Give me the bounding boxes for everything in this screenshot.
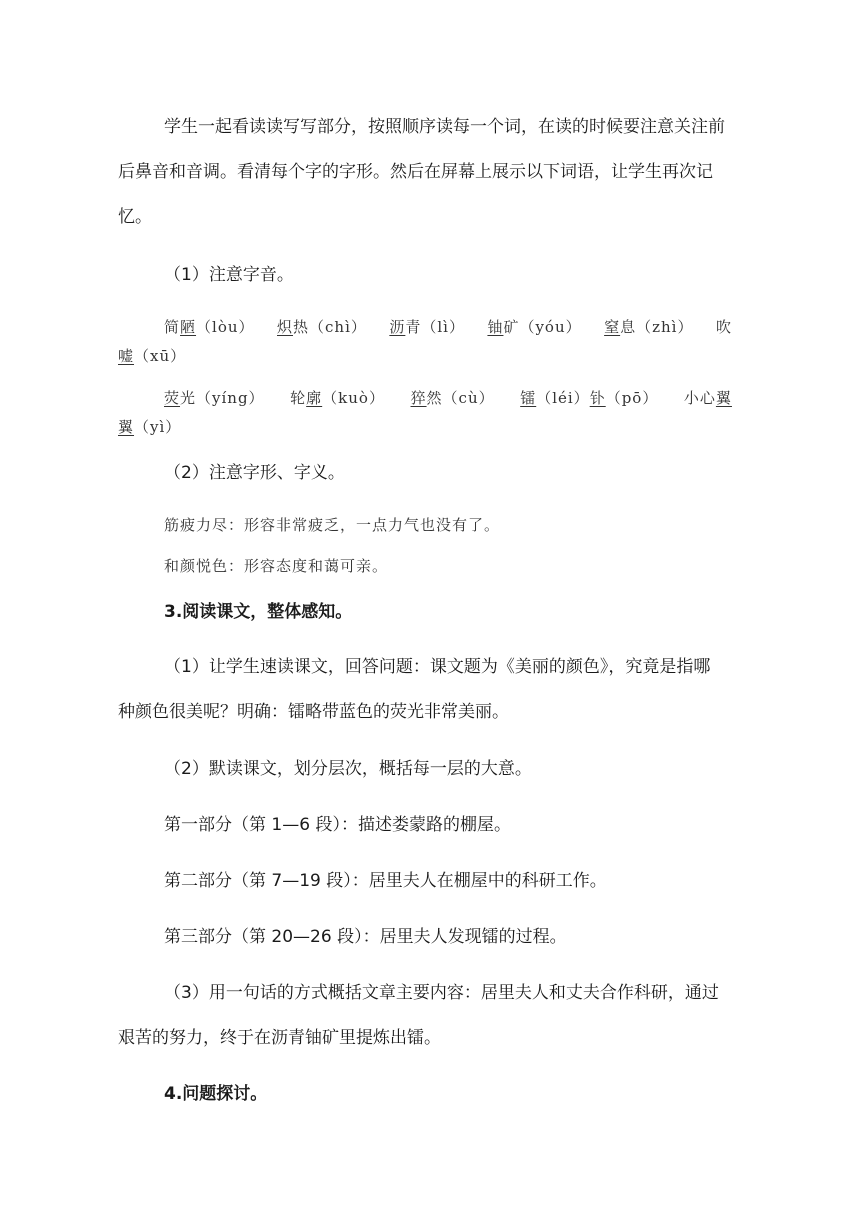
part-2: 第二部分（第 7—19 段）：居里夫人在棚屋中的科研工作。 (164, 871, 607, 891)
part-3: 第三部分（第 20—26 段）：居里夫人发现镭的过程。 (164, 927, 567, 947)
pron-item: 窒息（zhì） (604, 318, 694, 336)
pron-item: 轮廓（kuò） (290, 389, 385, 407)
pron-row-1 (164, 315, 732, 339)
pron-item: 沥青（lì） (389, 318, 465, 336)
question-3-line-2: 艰苦的努力，终于在沥青铀矿里提炼出镭。 (118, 1028, 441, 1048)
pron-row-1-cont: 嘘（xū） (118, 347, 187, 365)
pron-item: 小心翼 (683, 389, 732, 407)
pron-item: 炽热（chì） (277, 318, 367, 336)
question-3-line-1: （3）用一句话的方式概括文章主要内容：居里夫人和丈夫合作科研，通过 (164, 983, 719, 1003)
pron-item: 简陋（lòu） (164, 318, 255, 336)
pron-item: 吹 (715, 318, 732, 336)
pron-item: 铀矿（yóu） (487, 318, 582, 336)
definition-1: 筋疲力尽：形容非常疲乏，一点力气也没有了。 (164, 516, 501, 534)
part-1: 第一部分（第 1—6 段）：描述娄蒙路的棚屋。 (164, 815, 511, 835)
pron-item: 镭（léi）钋（pō） (520, 389, 659, 407)
definition-2: 和颜悦色：形容态度和蔼可亲。 (164, 557, 389, 575)
pron-item: 荧光（yíng） (164, 389, 265, 407)
section-4-heading: 4.问题探讨。 (164, 1084, 268, 1104)
section-3-heading: 3.阅读课文，整体感知。 (164, 602, 353, 622)
pron-row-2 (164, 386, 732, 410)
heading-pronunciation: （1）注意字音。 (164, 265, 294, 285)
heading-shape-meaning: （2）注意字形、字义。 (164, 463, 345, 483)
question-1-line-1: （1）让学生速读课文，回答问题：课文题为《美丽的颜色》，究竟是指哪 (164, 657, 711, 677)
pron-row-2-cont: 翼（yì） (118, 418, 182, 436)
question-2: （2）默读课文，划分层次，概括每一层的大意。 (164, 759, 532, 779)
intro-line-3: 忆。 (118, 207, 152, 227)
intro-line-1: 学生一起看读读写写部分，按照顺序读每一个词，在读的时候要注意关注前 (164, 117, 725, 137)
intro-line-2: 后鼻音和音调。看清每个字的字形。然后在屏幕上展示以下词语，让学生再次记 (118, 162, 713, 182)
pron-item: 猝然（cù） (410, 389, 495, 407)
question-1-line-2: 种颜色很美呢？明确：镭略带蓝色的荧光非常美丽。 (118, 702, 509, 722)
